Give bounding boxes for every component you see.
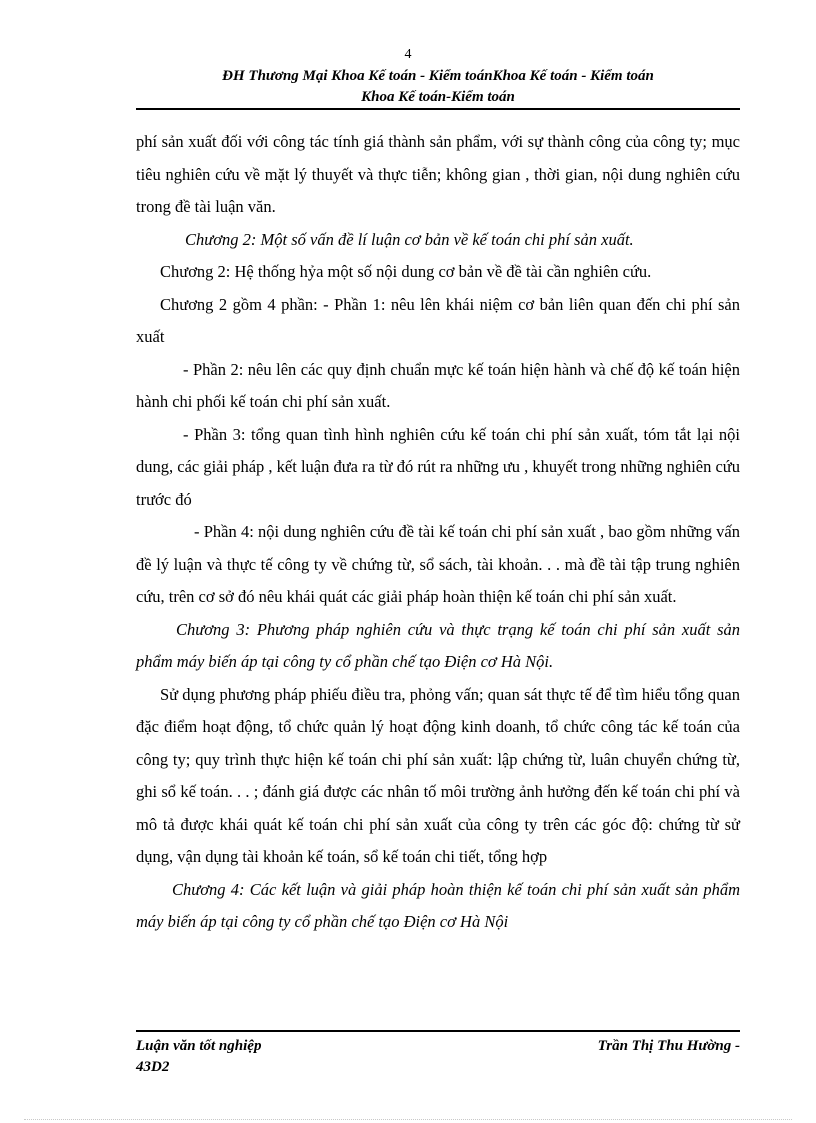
footer-left [136, 1036, 386, 1078]
page-bottom-dotted-line [24, 1119, 792, 1120]
paragraph-chapter-2-system: Chương 2: Hệ thống hỷa một số nội dung cơ bản về đề tài cần nghiên cứu. [160, 262, 652, 281]
chapter-2-heading: Chương 2: Một số vấn đề lí luận cơ bản về kế toán chi phí sản xuất. [185, 229, 634, 249]
paragraph-1: phí sản xuất đối với công tác tính giá thành sản phẩm, với sự thành công của công ty; mục tiêu nghiên cứu về mặt lý thuyết và thực tiễn; không gian , thời gian, nội dung nghiên cứu trong đề tài luận văn. [136, 132, 740, 216]
header-line-2: Khoa Kế toán-Kiểm toán [361, 89, 515, 105]
paragraph-chapter-2-parts: Chương 2 gồm 4 phần: - Phần 1: nêu lên khái niệm cơ bản liên quan đến chi phí sản xuất [136, 294, 740, 346]
paragraph-part-4: - Phần 4: nội dung nghiên cứu đề tài kế toán chi phí sản xuất , bao gồm những vấn đề lý luận và thực tế công ty về chứng từ, sổ sách, tài khoản. . . mà đề tài tập trung nghiên cứu, trên cơ sở đó nêu khái quát các giải pháp hoàn thiện kế toán chi phí sản xuất. [136, 522, 740, 606]
document-body [136, 126, 740, 939]
footer-class-code: 43D2 [136, 1059, 170, 1075]
header-rule [136, 108, 740, 110]
footer-author: Trần Thị Thu Hường - [597, 1038, 740, 1054]
page-header [136, 66, 740, 108]
footer-rule [136, 1030, 740, 1032]
chapter-4-heading: Chương 4: Các kết luận và giải pháp hoàn thiện kế toán chi phí sản xuất sản phẩm máy biến áp tại công ty cổ phần chế tạo Điện cơ Hà Nội [136, 879, 740, 931]
paragraph-part-2: - Phần 2: nêu lên các quy định chuẩn mực kế toán hiện hành và chế độ kế toán hiện hành chi phối kế toán chi phí sản xuất. [136, 359, 740, 411]
chapter-3-heading: Chương 3: Phương pháp nghiên cứu và thực trạng kế toán chi phí sản xuất sản phẩm máy biến áp tại công ty cổ phần chế tạo Điện cơ Hà Nội. [136, 619, 740, 671]
paragraph-methods: Sử dụng phương pháp phiếu điều tra, phỏng vấn; quan sát thực tế để tìm hiểu tổng quan đặc điểm hoạt động, tổ chức quản lý hoạt động kinh doanh, tổ chức công tác kế toán của công ty; quy trình thực hiện kế toán chi phí sản xuất: lập chứng từ, luân chuyển chứng từ, ghi sổ kế toán. . . ; đánh giá được các nhân tố môi trường ảnh hưởng đến kế toán chi phí và mô tả được khái quát kế toán chi phí sản xuất của công ty trên các góc độ: chứng từ sử dụng, vận dụng tài khoản kế toán, sổ kế toán chi tiết, tổng hợp [136, 684, 740, 866]
header-line-1: ĐH Thương Mại Khoa Kế toán - Kiểm toánKhoa Kế toán - Kiểm toán [222, 68, 654, 84]
footer-thesis-label: Luận văn tốt nghiệp [136, 1038, 262, 1054]
page-number: 4 [404, 47, 412, 62]
paragraph-part-3: - Phần 3: tổng quan tình hình nghiên cứu kế toán chi phí sản xuất, tóm tắt lại nội dung, các giải pháp , kết luận đưa ra từ đó rút ra những ưu , khuyết trong những nghiên cứu trước đó [136, 424, 740, 509]
